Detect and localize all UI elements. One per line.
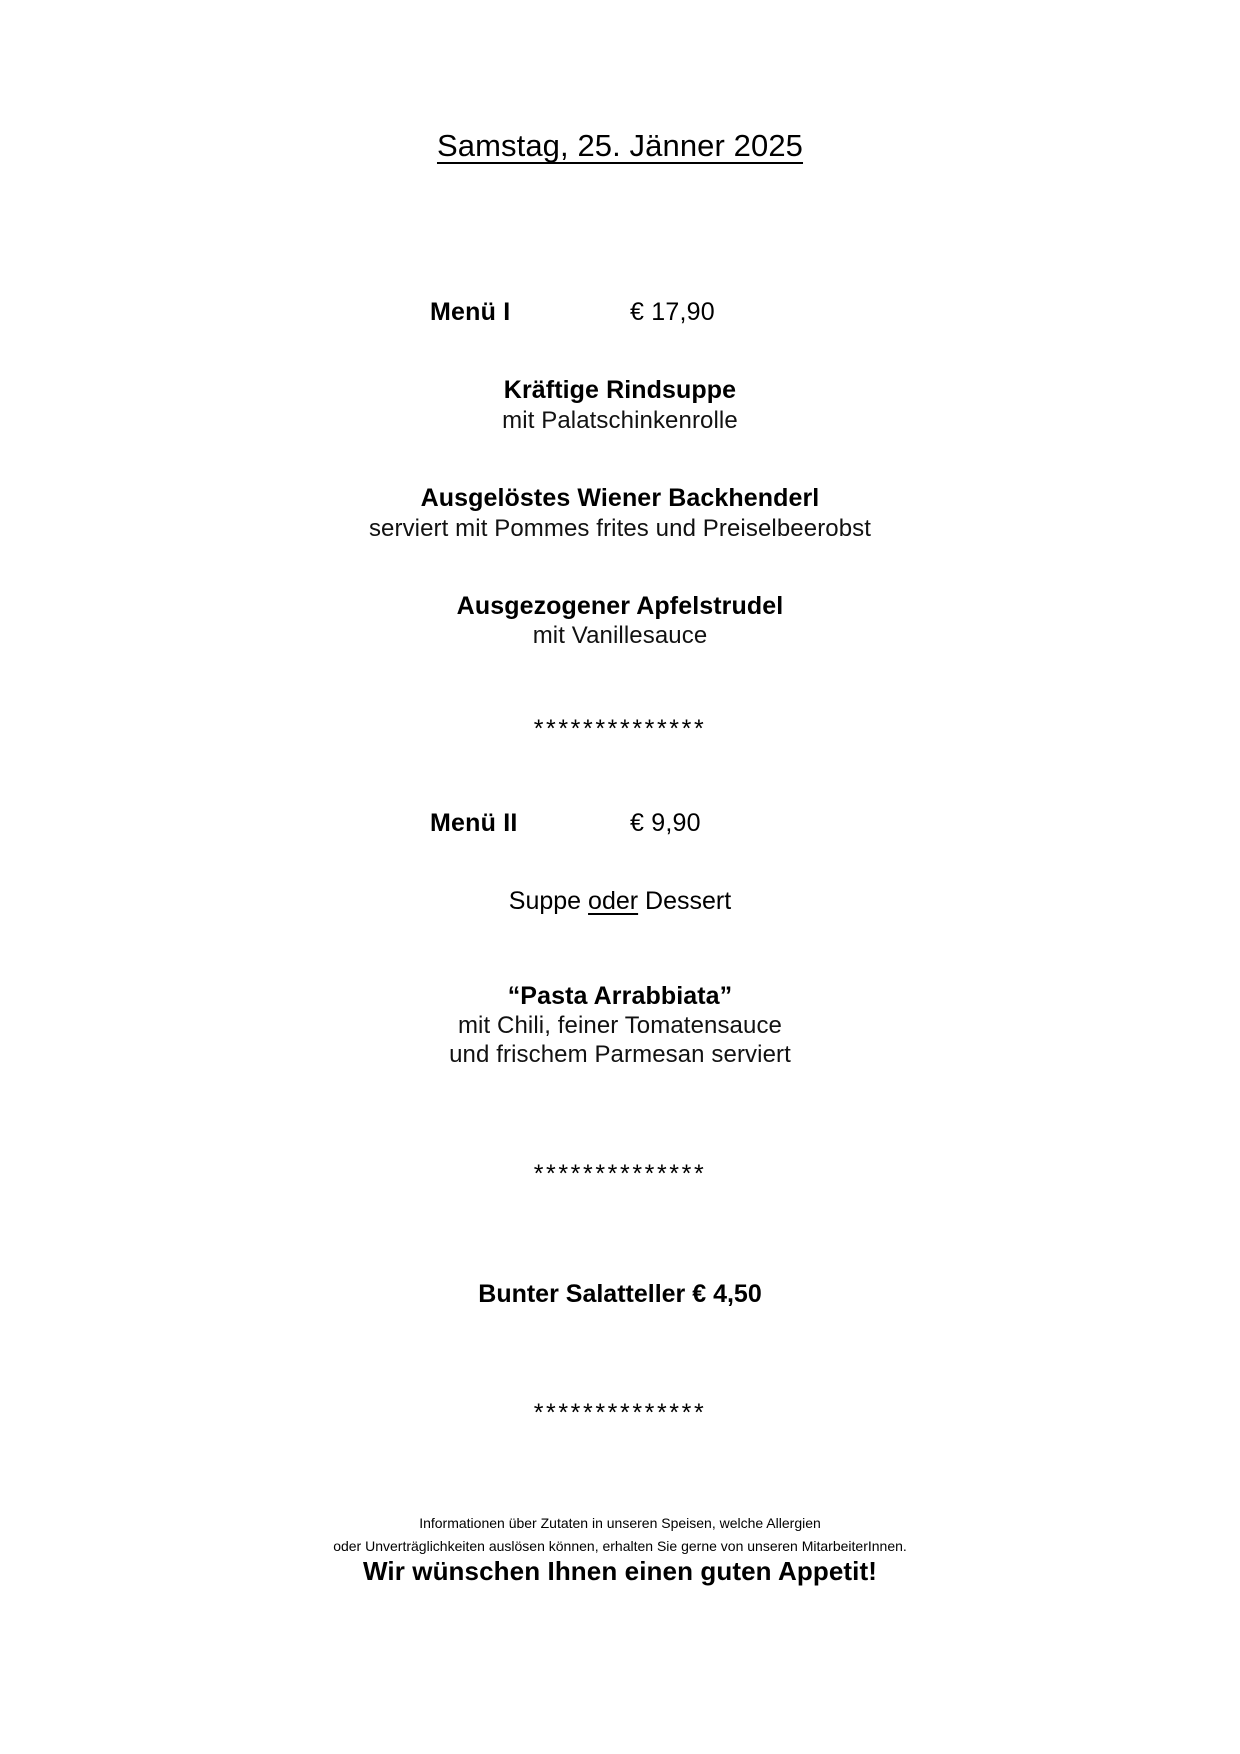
menu-one-label: Menü I <box>429 297 511 326</box>
menu-two-choice <box>509 886 731 917</box>
menu-one-course-3-name: Ausgezogener Apfelstrudel <box>456 591 784 620</box>
menu-two-section <box>430 808 810 1070</box>
menu-one-course-2-detail: serviert mit Pommes frites und Preiselbeerobst <box>368 514 872 542</box>
menu-two-course-1-detail-line-2: und frischem Parmesan serviert <box>449 1041 791 1069</box>
menu-two-header <box>430 808 810 839</box>
menu-one-course-1-detail: mit Palatschinkenrolle <box>502 406 738 434</box>
menu-one-course-3-detail: mit Vanillesauce <box>532 622 708 650</box>
page-title: Samstag, 25. Jänner 2025 <box>436 128 804 163</box>
menu-two-course-1-name: “Pasta Arrabbiata” <box>507 981 733 1010</box>
section-divider-2: ************** <box>533 1159 707 1188</box>
menu-two-price: € 9,90 <box>630 808 701 837</box>
section-divider-3: ************** <box>533 1399 707 1428</box>
choice-emphasis: oder <box>588 887 639 916</box>
allergen-footer-line-2: oder Unverträglichkeiten auslösen können, erhalten Sie gerne von unseren MitarbeiterInnen. <box>333 1537 907 1554</box>
choice-suffix: Dessert <box>638 887 732 916</box>
section-divider-1: ************** <box>533 714 707 743</box>
menu-one-price: € 17,90 <box>629 297 715 326</box>
choice-prefix: Suppe <box>508 887 589 916</box>
menu-two-course-1-detail-line-1: mit Chili, feiner Tomatensauce <box>457 1012 783 1040</box>
menu-two-label: Menü II <box>430 808 518 837</box>
allergen-footer-line-1: Informationen über Zutaten in unseren Speisen, welche Allergien <box>419 1514 821 1531</box>
menu-one-section <box>369 297 871 651</box>
menu-one-course-2-name: Ausgelöstes Wiener Backhenderl <box>420 484 820 513</box>
side-dish-item: Bunter Salatteller € 4,50 <box>478 1279 762 1308</box>
menu-one-header <box>430 297 810 328</box>
closing-message: Wir wünschen Ihnen einen guten Appetit! <box>362 1556 878 1587</box>
allergen-footer <box>0 1512 1240 1558</box>
menu-one-course-1-name: Kräftige Rindsuppe <box>503 376 737 405</box>
